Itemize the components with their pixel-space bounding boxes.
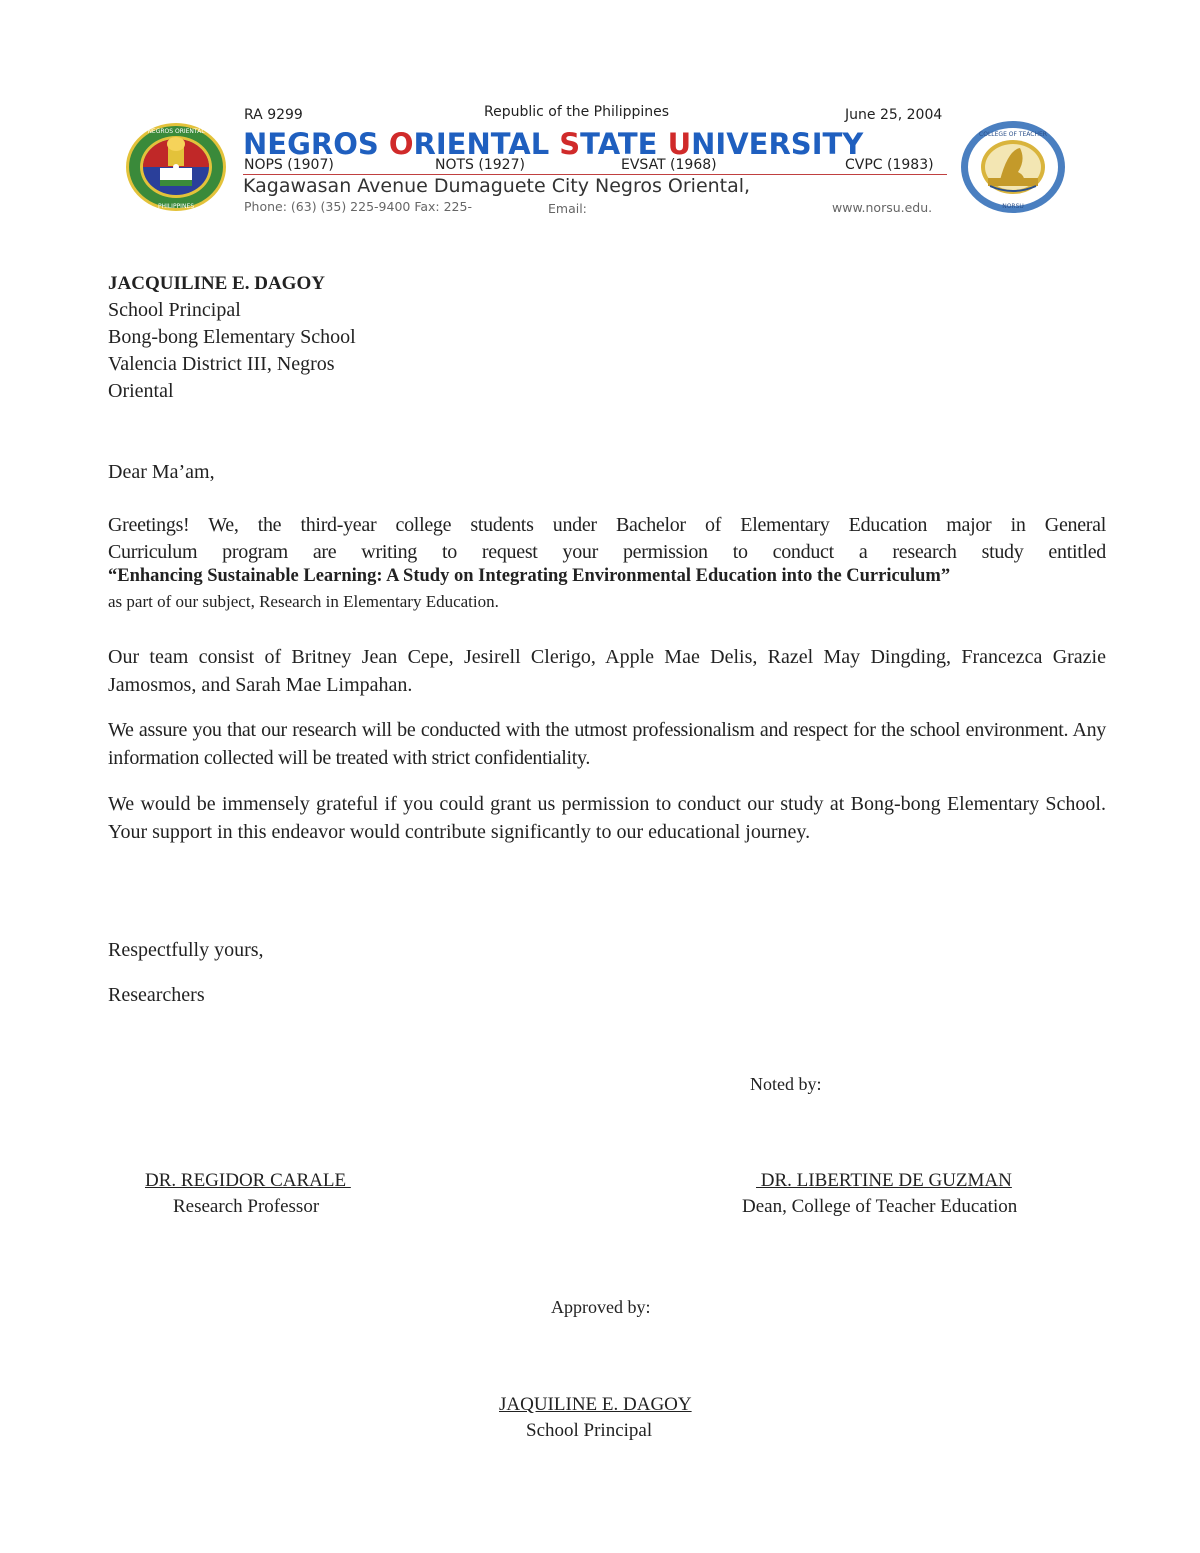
recipient-name: JACQUILINE E. DAGOY <box>108 273 325 294</box>
recipient-school: Bong-bong Elementary School <box>108 326 356 348</box>
para1-line4: as part of our subject, Research in Elementary Education. <box>108 592 499 611</box>
closing: Respectfully yours, <box>108 939 264 961</box>
ra-number: RA 9299 <box>244 107 303 123</box>
republic-label: Republic of the Philippines <box>484 104 670 120</box>
university-name-part: RIENTAL <box>413 127 560 161</box>
university-name <box>243 127 864 161</box>
approver-name: JAQUILINE E. DAGOY <box>499 1394 692 1415</box>
signatory-left-name: DR. REGIDOR CARALE <box>145 1170 351 1191</box>
campus-nots: NOTS (1927) <box>435 157 525 173</box>
university-name-part: TATE <box>580 127 668 161</box>
study-title: “Enhancing Sustainable Learning: A Study on Integrating Environmental Education into the Curriculum” <box>108 566 951 586</box>
campus-nops: NOPS (1907) <box>244 157 334 173</box>
para1-line1: Greetings! We, the third-year college students under Bachelor of Elementary Education major in General <box>108 514 1106 536</box>
email-label: Email: <box>548 201 587 216</box>
approver-role: School Principal <box>526 1420 653 1441</box>
signatory-right-role: Dean, College of Teacher Education <box>742 1196 1018 1217</box>
para1-line2: Curriculum program are writing to request your permission to conduct a research study entitled <box>108 541 1106 563</box>
phone-fax: Phone: (63) (35) 225-9400 Fax: 225- <box>244 199 472 214</box>
svg-text:PHILIPPINES: PHILIPPINES <box>157 203 195 210</box>
university-name-part: NEGROS <box>243 127 389 161</box>
recipient-province: Oriental <box>108 380 174 402</box>
svg-text:COLLEGE OF TEACHER: COLLEGE OF TEACHER <box>979 131 1047 138</box>
header-date: June 25, 2004 <box>845 107 943 123</box>
recipient-title: School Principal <box>108 299 241 321</box>
svg-text:NEGROS ORIENTAL: NEGROS ORIENTAL <box>147 128 205 135</box>
approved-by-label: Approved by: <box>551 1297 651 1317</box>
assurance-paragraph: We assure you that our research will be conducted with the utmost professionalism and respect for the school environment. Any information collected will be treated with strict confidentiality. <box>108 719 1106 769</box>
sender: Researchers <box>108 984 205 1006</box>
website: www.norsu.edu. <box>832 200 933 215</box>
signatory-left-role: Research Professor <box>173 1196 320 1217</box>
svg-text:NORSU: NORSU <box>1002 203 1024 210</box>
college-seal-icon <box>960 120 1066 214</box>
norsu-seal-icon <box>124 122 228 212</box>
university-name-part: NIVERSITY <box>691 127 864 161</box>
campus-cvpc: CVPC (1983) <box>845 157 934 173</box>
request-paragraph: We would be immensely grateful if you could grant us permission to conduct our study at Bong-bong Elementary School. Your support in this endeavor would contribute significantly to our educational journey. <box>108 793 1106 843</box>
university-name-part: U <box>667 127 692 161</box>
noted-by-label: Noted by: <box>750 1074 822 1094</box>
recipient-district: Valencia District III, Negros <box>108 353 335 375</box>
university-name-part: S <box>559 127 581 161</box>
team-paragraph: Our team consist of Britney Jean Cepe, Jesirell Clerigo, Apple Mae Delis, Razel May Dingding, Francezca Grazie Jamosmos, and Sarah Mae Limpahan. <box>108 646 1106 696</box>
university-name-part: O <box>388 127 414 161</box>
university-address: Kagawasan Avenue Dumaguete City Negros Oriental, <box>243 175 751 197</box>
signatory-right-name: DR. LIBERTINE DE GUZMAN <box>756 1170 1012 1191</box>
campus-evsat: EVSAT (1968) <box>621 157 717 173</box>
salutation: Dear Ma’am, <box>108 461 215 483</box>
